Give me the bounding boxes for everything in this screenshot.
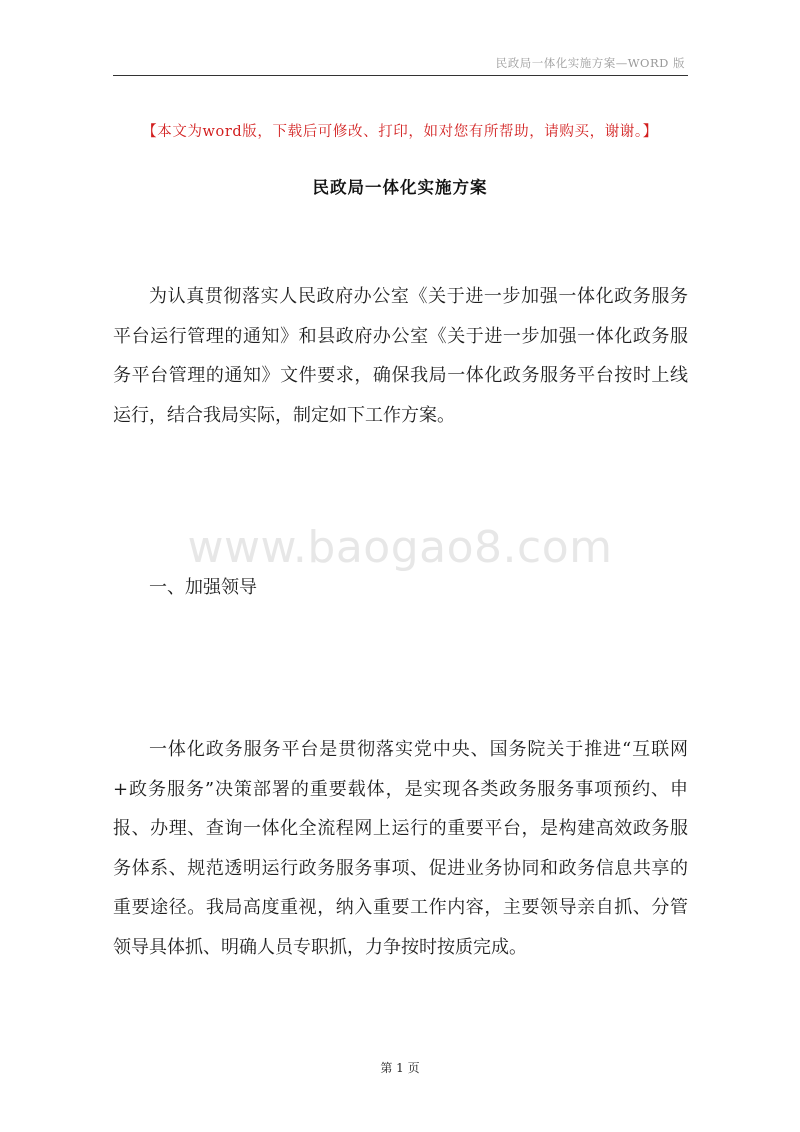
purchase-notice: 【本文为word版，下载后可修改、打印，如对您有所帮助，请购买，谢谢。】 [142, 124, 658, 140]
section-heading-leadership: 一、加强领导 [149, 577, 257, 598]
intro-paragraph: 为认真贯彻落实人民政府办公室《关于进一步加强一体化政务服务平台运行管理的通知》和县政府办公室《关于进一步加强一体化政务服务平台管理的通知》文件要求，确保我局一体化政务服务平台按时上线运行，结合我局实际，制定如下工作方案。 [113, 286, 688, 426]
page-number: 第 1 页 [380, 1061, 420, 1075]
body-paragraph: 一体化政务服务平台是贯彻落实党中央、国务院关于推进“互联网+政务服务”决策部署的重要载体，是实现各类政务服务事项预约、申报、办理、查询一体化全流程网上运行的重要平台，是构建高效政务服务体系、规范透明运行政务服务事项、促进业务协同和政务信息共享的重要途径。我局高度重视，纳入重要工作内容，主要领导亲自抓、分管领导具体抓、明确人员专职抓，力争按时按质完成。 [113, 739, 688, 958]
running-header: 民政局一体化实施方案—WORD 版 [495, 56, 685, 70]
watermark-text: www.baogao8.com [187, 522, 613, 573]
header-divider [113, 75, 688, 76]
document-title: 民政局一体化实施方案 [312, 178, 488, 197]
